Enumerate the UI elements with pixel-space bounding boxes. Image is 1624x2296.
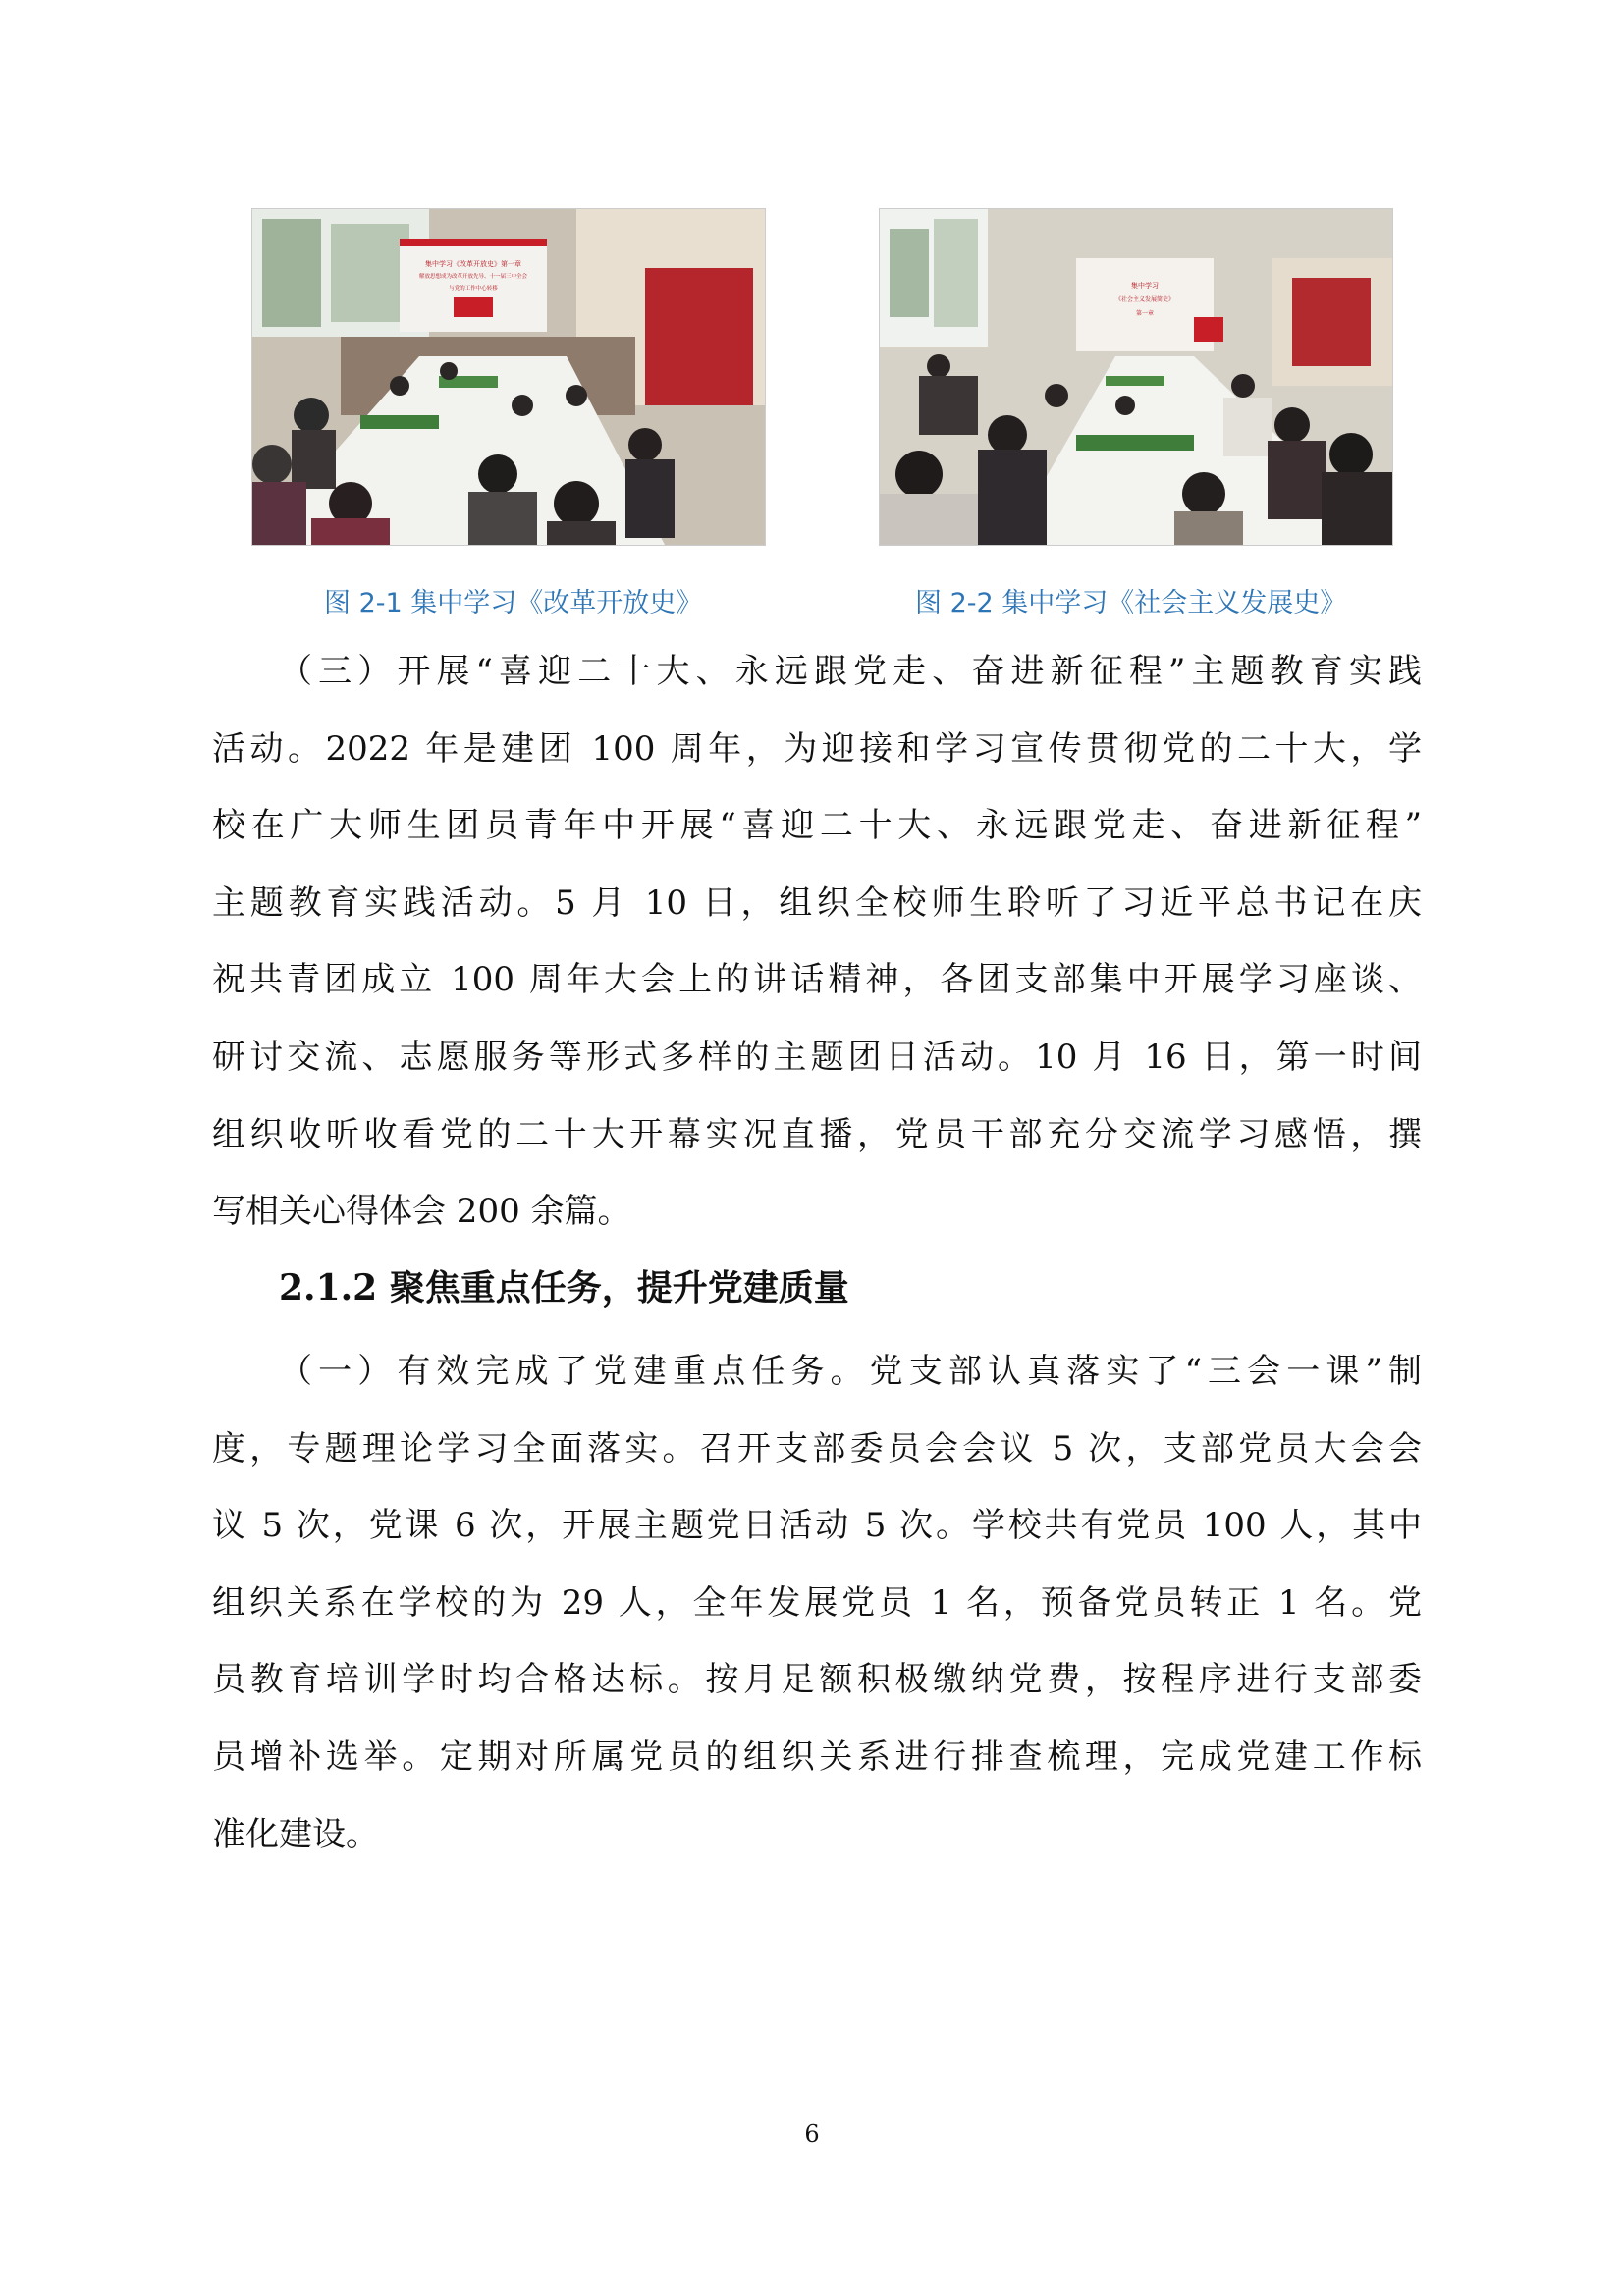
paragraph-line: （一）有效完成了党建重点任务。党支部认真落实了“三会一课”制 [279,1352,1422,1391]
paragraph-line: 活动。2022 年是建团 100 周年，为迎接和学习宣传贯彻党的二十大，学 [212,728,1422,769]
figure-caption-2-2: 图 2-2 集中学习《社会主义发展史》 [915,588,1347,618]
paragraph-line: 写相关心得体会 200 余篇。 [212,1192,631,1232]
photo-reform-history-study [252,209,765,545]
paragraph-line: 组织关系在学校的为 29 人，全年发展党员 1 名，预备党员转正 1 名。党 [212,1582,1422,1623]
photo-socialism-history-study [880,209,1392,545]
page-number: 6 [804,2120,820,2148]
projector-screen-line-1: 集中学习 [1131,282,1159,290]
paragraph-line: 度，专题理论学习全面落实。召开支部委员会会议 5 次，支部党员大会会 [212,1428,1422,1468]
paragraph-party-building-tasks [212,1333,1422,1873]
projector-screen-line-2: 《社会主义发展简史》 [1114,296,1175,303]
paragraph-line: 祝共青团成立 100 周年大会上的讲话精神，各团支部集中开展学习座谈、 [212,960,1422,1000]
paragraph-line: 研讨交流、志愿服务等形式多样的主题团日活动。10 月 16 日，第一时间 [212,1037,1422,1077]
paragraph-line: 员增补选举。定期对所属党员的组织关系进行排查梳理，完成党建工作标 [212,1736,1422,1777]
paragraph-line: 准化建设。 [212,1814,379,1854]
projector-screen-line-3: 第一章 [1135,310,1155,317]
paragraph-line: 议 5 次，党课 6 次，开展主题党日活动 5 次。学校共有党员 100 人，其中 [212,1506,1422,1546]
paragraph-theme-education-activity [212,633,1422,1251]
projector-screen-line-2: 解放思想成为改革开放先导、十一届三中全会 [418,274,528,280]
figure-caption-2-1: 图 2-1 集中学习《改革开放史》 [324,588,703,618]
paragraph-line: 组织收听收看党的二十大开幕实况直播，党员干部充分交流学习感悟，撰 [212,1114,1422,1154]
projector-screen-line-3: 与党的工作中心转移 [449,286,498,292]
section-heading-2-1-2: 2.1.2 聚焦重点任务，提升党建质量 [279,1267,849,1308]
paragraph-line: （三）开展“喜迎二十大、永远跟党走、奋进新征程”主题教育实践 [279,652,1422,691]
projector-screen-line-1: 集中学习《改革开放史》第一章 [425,260,521,268]
paragraph-line: 主题教育实践活动。5 月 10 日，组织全校师生聆听了习近平总书记在庆 [212,882,1422,923]
paragraph-line: 校在广大师生团员青年中开展“喜迎二十大、永远跟党走、奋进新征程” [212,806,1422,846]
paragraph-line: 员教育培训学时均合格达标。按月足额积极缴纳党费，按程序进行支部委 [212,1660,1422,1700]
